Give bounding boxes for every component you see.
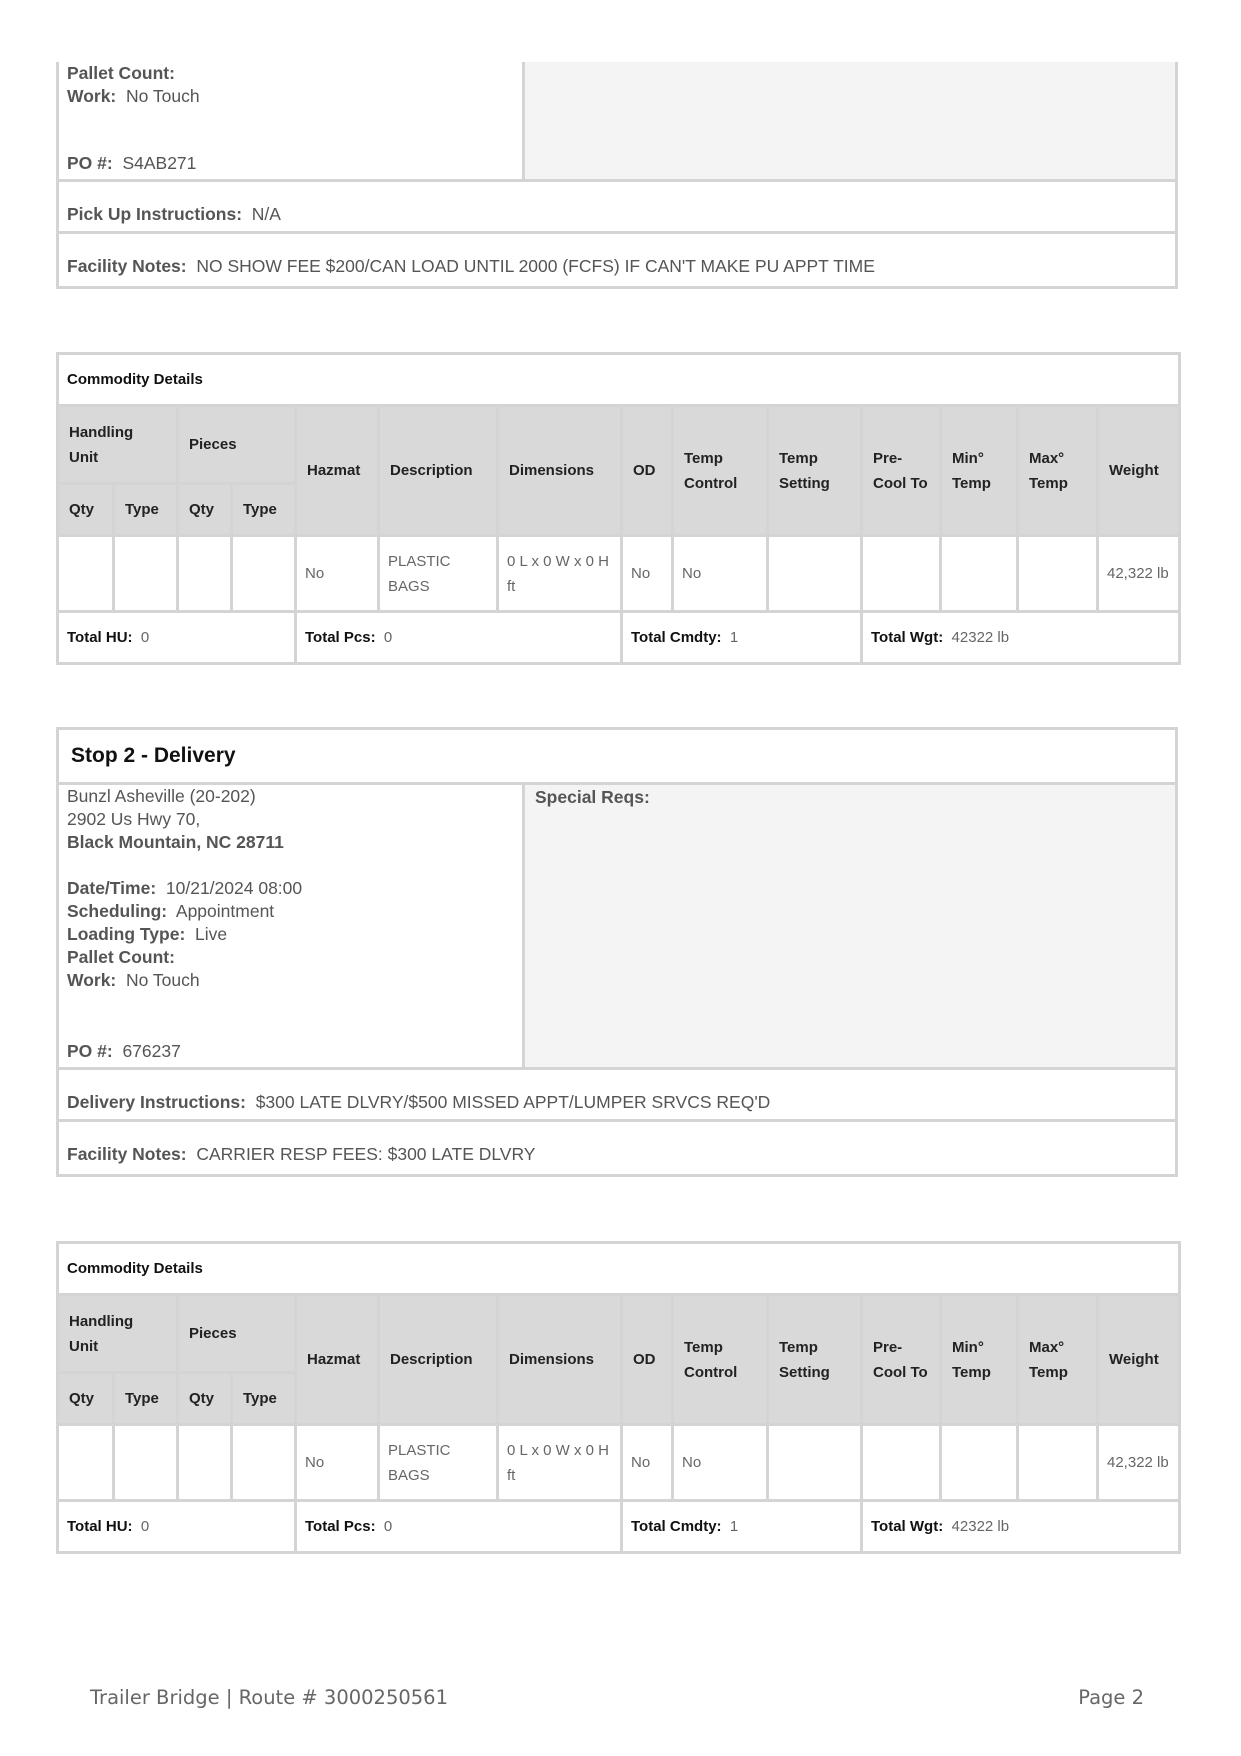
total-pcs xyxy=(296,612,622,664)
cell-weight: 42,322 lb xyxy=(1098,536,1180,612)
scheduling-line xyxy=(67,900,514,923)
total-wgt-label: Total Wgt: xyxy=(871,629,944,646)
loading-type-line xyxy=(67,923,514,946)
stop2-facility-notes-row xyxy=(59,1122,1175,1174)
cell-pre-cool-to xyxy=(862,1425,941,1501)
footer-page-number: Page 2 xyxy=(1078,1686,1144,1709)
scheduling-value: Appointment xyxy=(175,901,275,921)
col-pieces: Pieces xyxy=(178,406,296,484)
col-max-temp: Max° Temp xyxy=(1018,406,1098,536)
total-wgt-value: 42322 lb xyxy=(951,1518,1010,1535)
pallet-count-label: Pallet Count: xyxy=(67,63,175,83)
work-line xyxy=(67,969,514,992)
col-dimensions: Dimensions xyxy=(498,406,622,536)
datetime-value: 10/21/2024 08:00 xyxy=(165,878,303,898)
cell-pcs-type xyxy=(232,536,296,612)
total-hu-value: 0 xyxy=(140,629,150,646)
col-handling-unit: Handling Unit xyxy=(58,1295,178,1373)
stop1-special-reqs-panel xyxy=(525,62,1175,179)
col-min-temp: Min° Temp xyxy=(941,1295,1018,1425)
stop2-special-reqs-panel xyxy=(525,785,1175,1067)
facility-notes-value: NO SHOW FEE $200/CAN LOAD UNTIL 2000 (FCFS) IF CAN'T MAKE PU APPT TIME xyxy=(196,256,875,276)
scheduling-label: Scheduling: xyxy=(67,901,168,921)
cell-od: No xyxy=(622,1425,673,1501)
col-description: Description xyxy=(379,406,498,536)
total-hu-value: 0 xyxy=(140,1518,150,1535)
col-pre-cool-to: Pre-Cool To xyxy=(862,406,941,536)
col-temp-setting: Temp Setting xyxy=(768,1295,862,1425)
cell-weight: 42,322 lb xyxy=(1098,1425,1180,1501)
cell-description: PLASTIC BAGS xyxy=(379,1425,498,1501)
facility-notes-label: Facility Notes: xyxy=(67,1144,187,1164)
facility-notes-label: Facility Notes: xyxy=(67,256,187,276)
totals-row xyxy=(58,1501,1180,1553)
col-min-temp: Min° Temp xyxy=(941,406,1018,536)
pallet-count-label: Pallet Count: xyxy=(67,947,175,967)
cell-pcs-type xyxy=(232,1425,296,1501)
cell-dimensions: 0 L x 0 W x 0 H ft xyxy=(498,1425,622,1501)
total-hu xyxy=(58,1501,296,1553)
totals-row xyxy=(58,612,1180,664)
stop2-details xyxy=(59,785,525,1067)
col-temp-control: Temp Control xyxy=(673,1295,768,1425)
total-pcs xyxy=(296,1501,622,1553)
cell-description: PLASTIC BAGS xyxy=(379,536,498,612)
total-pcs-label: Total Pcs: xyxy=(305,1518,376,1535)
commodity-details-title: Commodity Details xyxy=(58,354,1180,406)
work-line xyxy=(67,85,514,108)
commodity-table-1 xyxy=(56,352,1181,665)
total-cmdty-value: 1 xyxy=(729,1518,739,1535)
col-hazmat: Hazmat xyxy=(296,1295,379,1425)
stop1-details xyxy=(59,62,525,179)
pickup-instructions-row xyxy=(59,182,1175,234)
cell-dimensions: 0 L x 0 W x 0 H ft xyxy=(498,536,622,612)
col-description: Description xyxy=(379,1295,498,1425)
table-row xyxy=(58,536,1180,612)
cell-min-temp xyxy=(941,1425,1018,1501)
cell-hu-qty xyxy=(58,1425,114,1501)
work-value: No Touch xyxy=(126,86,200,106)
cell-hazmat: No xyxy=(296,536,379,612)
facility-notes-value: CARRIER RESP FEES: $300 LATE DLVRY xyxy=(196,1144,536,1164)
cell-pre-cool-to xyxy=(862,536,941,612)
cell-od: No xyxy=(622,536,673,612)
cell-temp-control: No xyxy=(673,1425,768,1501)
loading-type-value: Live xyxy=(195,924,228,944)
work-label: Work: xyxy=(67,970,117,990)
work-value: No Touch xyxy=(126,970,200,990)
cell-pcs-qty xyxy=(178,1425,232,1501)
footer-route: Trailer Bridge | Route # 3000250561 xyxy=(90,1686,448,1709)
cell-hu-qty xyxy=(58,536,114,612)
stop2-info-box xyxy=(56,727,1178,1177)
col-pcs-qty: Qty xyxy=(178,484,232,536)
col-hu-qty: Qty xyxy=(58,1373,114,1425)
col-weight: Weight xyxy=(1098,406,1180,536)
col-od: OD xyxy=(622,406,673,536)
pallet-count-line xyxy=(67,62,514,85)
facility-name: Bunzl Asheville (20-202) xyxy=(67,786,256,806)
commodity-table-1-wrapper xyxy=(56,352,1178,665)
col-hazmat: Hazmat xyxy=(296,406,379,536)
loading-type-label: Loading Type: xyxy=(67,924,186,944)
col-weight: Weight xyxy=(1098,1295,1180,1425)
spacer xyxy=(67,854,514,877)
delivery-instructions-label: Delivery Instructions: xyxy=(67,1092,246,1112)
po-line xyxy=(67,152,196,175)
cell-temp-control: No xyxy=(673,536,768,612)
total-cmdty-label: Total Cmdty: xyxy=(631,629,722,646)
pickup-instructions-value: N/A xyxy=(251,204,281,224)
col-od: OD xyxy=(622,1295,673,1425)
col-hu-type: Type xyxy=(114,1373,178,1425)
total-wgt-label: Total Wgt: xyxy=(871,1518,944,1535)
city-state-zip: Black Mountain, NC 28711 xyxy=(67,832,284,852)
po-label: PO #: xyxy=(67,1041,113,1061)
col-handling-unit: Handling Unit xyxy=(58,406,178,484)
total-cmdty-value: 1 xyxy=(729,629,739,646)
total-pcs-value: 0 xyxy=(383,629,393,646)
po-value: S4AB271 xyxy=(122,153,197,173)
cell-hazmat: No xyxy=(296,1425,379,1501)
table-row xyxy=(58,1425,1180,1501)
total-hu xyxy=(58,612,296,664)
col-dimensions: Dimensions xyxy=(498,1295,622,1425)
col-pcs-qty: Qty xyxy=(178,1373,232,1425)
po-value: 676237 xyxy=(122,1041,181,1061)
col-pcs-type: Type xyxy=(232,1373,296,1425)
datetime-label: Date/Time: xyxy=(67,878,157,898)
total-hu-label: Total HU: xyxy=(67,629,133,646)
po-label: PO #: xyxy=(67,153,113,173)
work-label: Work: xyxy=(67,86,117,106)
address-line1: 2902 Us Hwy 70, xyxy=(67,809,201,829)
delivery-instructions-value: $300 LATE DLVRY/$500 MISSED APPT/LUMPER SRVCS REQ'D xyxy=(255,1092,771,1112)
total-wgt xyxy=(862,1501,1180,1553)
total-hu-label: Total HU: xyxy=(67,1518,133,1535)
pallet-count-line xyxy=(67,946,514,969)
total-wgt xyxy=(862,612,1180,664)
cell-temp-setting xyxy=(768,1425,862,1501)
cell-hu-type xyxy=(114,1425,178,1501)
total-pcs-value: 0 xyxy=(383,1518,393,1535)
cell-min-temp xyxy=(941,536,1018,612)
total-cmdty-label: Total Cmdty: xyxy=(631,1518,722,1535)
col-max-temp: Max° Temp xyxy=(1018,1295,1098,1425)
commodity-table-2 xyxy=(56,1241,1181,1554)
cell-pcs-qty xyxy=(178,536,232,612)
col-temp-control: Temp Control xyxy=(673,406,768,536)
total-pcs-label: Total Pcs: xyxy=(305,629,376,646)
stop1-facility-notes-row xyxy=(59,234,1175,286)
col-pcs-type: Type xyxy=(232,484,296,536)
cell-max-temp xyxy=(1018,536,1098,612)
cell-temp-setting xyxy=(768,536,862,612)
delivery-instructions-row xyxy=(59,1070,1175,1122)
total-cmdty xyxy=(622,612,862,664)
special-reqs-label: Special Reqs: xyxy=(535,787,650,807)
datetime-line xyxy=(67,877,514,900)
col-pre-cool-to: Pre-Cool To xyxy=(862,1295,941,1425)
col-hu-qty: Qty xyxy=(58,484,114,536)
total-wgt-value: 42322 lb xyxy=(951,629,1010,646)
total-cmdty xyxy=(622,1501,862,1553)
cell-hu-type xyxy=(114,536,178,612)
stop2-title: Stop 2 - Delivery xyxy=(59,730,1175,785)
col-temp-setting: Temp Setting xyxy=(768,406,862,536)
cell-max-temp xyxy=(1018,1425,1098,1501)
pickup-instructions-label: Pick Up Instructions: xyxy=(67,204,243,224)
col-hu-type: Type xyxy=(114,484,178,536)
po-line xyxy=(67,1040,181,1063)
col-pieces: Pieces xyxy=(178,1295,296,1373)
commodity-details-title: Commodity Details xyxy=(58,1243,1180,1295)
commodity-table-2-wrapper xyxy=(56,1241,1178,1554)
stop1-info-box xyxy=(56,62,1178,289)
